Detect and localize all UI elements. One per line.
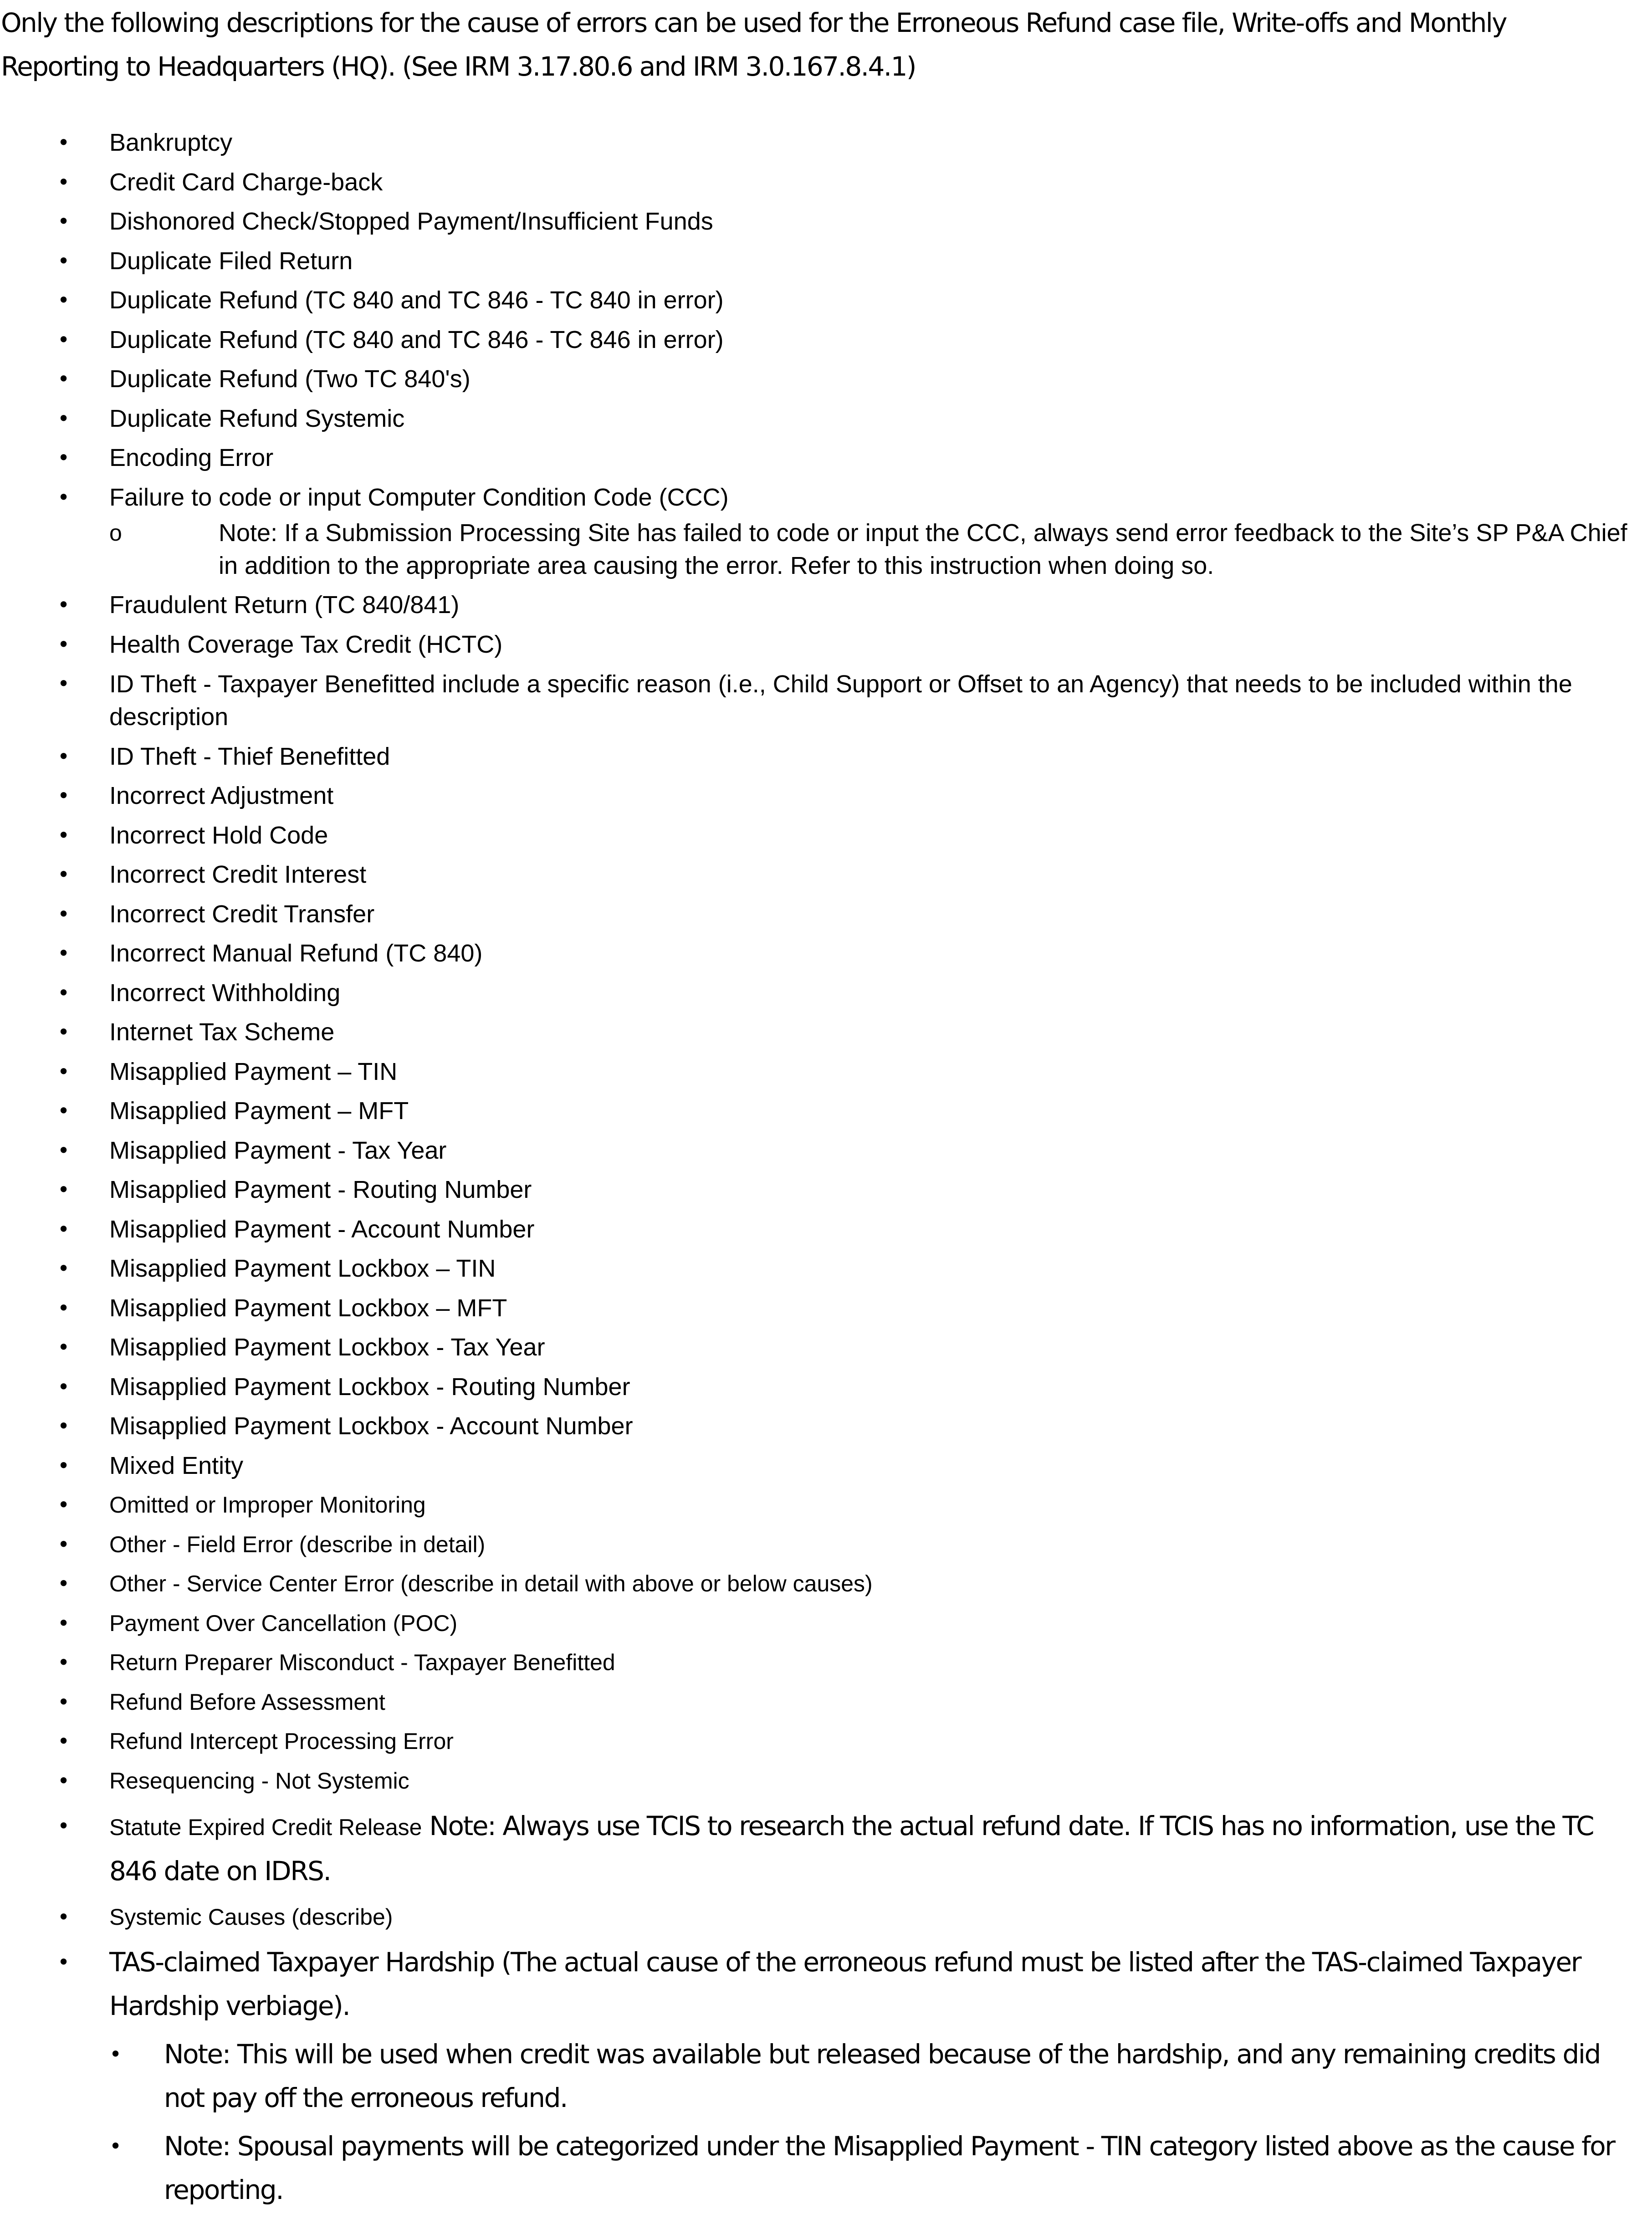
bullet-icon: •: [57, 1453, 70, 1478]
list-item-statute-expired: [0, 1804, 1640, 1894]
list-item: [0, 741, 1635, 773]
list-item: [0, 1135, 1635, 1167]
cause-label: Credit Card Charge-back: [109, 168, 383, 196]
cause-label: Encoding Error: [109, 444, 274, 471]
cause-label: Failure to code or input Computer Condition Code (CCC): [109, 483, 729, 511]
bullet-icon: •: [109, 2042, 122, 2066]
cause-label: Health Coverage Tax Credit (HCTC): [109, 630, 503, 658]
list-item: [0, 1765, 1635, 1797]
list-item: [0, 1016, 1635, 1048]
bullet-icon: •: [57, 862, 70, 887]
cause-label: Misapplied Payment Lockbox - Routing Number: [109, 1373, 630, 1401]
bullet-icon: •: [57, 901, 70, 926]
list-item: [0, 1410, 1635, 1442]
list-item: [0, 1607, 1635, 1640]
bullet-icon: •: [57, 1729, 70, 1754]
list-item: [0, 859, 1635, 891]
bullet-icon: •: [57, 1611, 70, 1636]
list-item: [0, 898, 1635, 931]
bullet-icon: •: [57, 1138, 70, 1163]
list-item: [0, 1371, 1635, 1403]
list-item: [0, 1331, 1635, 1364]
list-item: [0, 442, 1635, 474]
list-item-systemic: [0, 1901, 1635, 1933]
list-item: [0, 1253, 1635, 1285]
ccc-sub-list: [109, 516, 1635, 582]
bullet-icon: •: [57, 823, 70, 848]
list-item: [0, 1529, 1635, 1561]
cause-label: Duplicate Refund (TC 840 and TC 846 - TC 840 in error): [109, 286, 724, 314]
tas-hardship-label: TAS-claimed Taxpayer Hardship (The actual cause of the erroneous refund must be listed after the TAS-claimed Taxpayer Hardship verbiage).: [109, 1947, 1581, 2021]
list-item: [0, 284, 1635, 317]
cause-label: Duplicate Refund (Two TC 840's): [109, 365, 471, 393]
list-item: [0, 780, 1635, 812]
cause-label: Mixed Entity: [109, 1452, 244, 1479]
cause-label: Misapplied Payment Lockbox – TIN: [109, 1255, 496, 1282]
list-item: [0, 1450, 1635, 1482]
tas-hardship-notes: [109, 2032, 1631, 2212]
bullet-icon: •: [57, 445, 70, 470]
list-item: [0, 1489, 1635, 1521]
bullet-icon: •: [57, 1493, 70, 1517]
bullet-icon: •: [57, 248, 70, 273]
cause-label: Refund Intercept Processing Error: [109, 1728, 454, 1754]
bullet-icon: •: [109, 2134, 122, 2158]
cause-label: Dishonored Check/Stopped Payment/Insufficient Funds: [109, 208, 713, 235]
cause-label: Refund Before Assessment: [109, 1689, 385, 1715]
list-item: [0, 629, 1635, 661]
cause-label: Misapplied Payment Lockbox - Tax Year: [109, 1334, 545, 1361]
list-item: [0, 1725, 1635, 1758]
cause-label: Systemic Causes (describe): [109, 1904, 393, 1930]
bullet-icon: •: [57, 744, 70, 769]
cause-label: Incorrect Credit Transfer: [109, 900, 375, 928]
list-item: [0, 403, 1635, 435]
list-item: [0, 166, 1635, 199]
cause-label: Duplicate Refund (TC 840 and TC 846 - TC 846 in error): [109, 326, 724, 353]
statute-note: Note: Always use TCIS to research the actual refund date. If TCIS has no information, use the TC 846 date on IDRS.: [109, 1810, 1594, 1887]
cause-label: Misapplied Payment – MFT: [109, 1097, 409, 1125]
bullet-icon: •: [57, 485, 70, 510]
bullet-icon: •: [57, 593, 70, 617]
intro-paragraph: Only the following descriptions for the cause of errors can be used for the Erroneous Refund case file, Write-offs and Monthly Reporting to Headquarters (HQ). (See IRM 3.17.80.6 and IRM 3.0.167.8.4.1): [1, 7, 1506, 82]
list-item: [0, 977, 1635, 1009]
list-item: [0, 668, 1635, 733]
list-item: [0, 127, 1635, 159]
bullet-icon: •: [57, 1814, 70, 1838]
list-item: [0, 589, 1635, 621]
bullet-icon: •: [57, 169, 70, 194]
bullet-icon: •: [57, 1256, 70, 1281]
cause-label: Return Preparer Misconduct - Taxpayer Benefitted: [109, 1650, 615, 1675]
bullet-icon: •: [57, 632, 70, 657]
bullet-icon: •: [57, 209, 70, 234]
cause-label: ID Theft - Taxpayer Benefitted include a specific reason (i.e., Child Support or Offset to an Agency) that needs to be included within the description: [109, 670, 1572, 731]
list-item: [0, 1646, 1635, 1679]
list-item: [0, 245, 1635, 277]
bullet-icon: •: [57, 1335, 70, 1360]
bullet-icon: •: [57, 671, 70, 696]
list-item-tas-hardship: [0, 1940, 1631, 2212]
cause-label: Resequencing - Not Systemic: [109, 1768, 409, 1794]
bullet-icon: •: [57, 1904, 70, 1929]
bullet-icon: •: [57, 327, 70, 352]
bullet-icon: •: [57, 1217, 70, 1242]
cause-label: Misapplied Payment Lockbox – MFT: [109, 1294, 507, 1322]
cause-label: Internet Tax Scheme: [109, 1018, 335, 1046]
error-cause-list: [0, 127, 1652, 2219]
hardship-note-text: Note: Spousal payments will be categorized under the Misapplied Payment - TIN category listed above as the cause for reporting.: [164, 2131, 1615, 2205]
list-item: [0, 363, 1635, 395]
hardship-note-text: Note: This will be used when credit was available but released because of the hardship, and any remaining credits did not pay off the erroneous refund.: [164, 2039, 1601, 2113]
bullet-icon: •: [57, 1650, 70, 1675]
bullet-icon: •: [57, 367, 70, 391]
list-item: [0, 1213, 1635, 1246]
list-item: [0, 937, 1635, 970]
list-item: [0, 1568, 1635, 1600]
bullet-icon: •: [57, 1768, 70, 1793]
list-item: [0, 324, 1635, 356]
cause-label: ID Theft - Thief Benefitted: [109, 742, 390, 770]
cause-label: Duplicate Refund Systemic: [109, 404, 405, 432]
bullet-icon: •: [57, 1099, 70, 1123]
bullet-icon: •: [57, 980, 70, 1005]
hardship-note: [109, 2124, 1644, 2212]
bullet-icon: •: [57, 941, 70, 966]
ccc-note-text: Note: If a Submission Processing Site has failed to code or input the CCC, always send error feedback to the Site’s SP P&A Chief in addition to the appropriate area causing the error. Refer to this instruction when doing so.: [219, 519, 1627, 579]
cause-label: Bankruptcy: [109, 129, 233, 156]
cause-label: Misapplied Payment - Routing Number: [109, 1176, 532, 1203]
list-item: [0, 1174, 1635, 1206]
cause-label: Misapplied Payment - Tax Year: [109, 1136, 447, 1164]
cause-label: Fraudulent Return (TC 840/841): [109, 591, 460, 619]
statute-label: Statute Expired Credit Release: [109, 1815, 422, 1840]
cause-label: Incorrect Manual Refund (TC 840): [109, 940, 483, 967]
cause-label: Duplicate Filed Return: [109, 247, 353, 275]
list-item: [0, 1292, 1635, 1324]
bullet-icon: •: [57, 1689, 70, 1714]
cause-label: Incorrect Credit Interest: [109, 861, 367, 888]
ccc-note: [0, 516, 1631, 582]
cause-label: Misapplied Payment - Account Number: [109, 1215, 535, 1243]
bullet-icon: •: [57, 1374, 70, 1399]
list-item: [0, 205, 1635, 238]
bullet-icon: •: [57, 1950, 69, 1974]
bullet-icon: •: [57, 288, 70, 312]
bullet-icon: •: [57, 1020, 70, 1044]
cause-label: Misapplied Payment Lockbox - Account Number: [109, 1412, 633, 1440]
cause-label: Misapplied Payment – TIN: [109, 1058, 398, 1085]
bullet-icon: •: [57, 1177, 70, 1202]
bullet-icon: •: [57, 1059, 70, 1084]
bullet-icon: •: [57, 1532, 70, 1557]
bullet-icon: •: [57, 1295, 70, 1320]
hardship-note: [109, 2032, 1644, 2120]
hollow-bullet-icon: o: [109, 520, 122, 546]
list-item: [0, 481, 1635, 582]
bullet-icon: •: [57, 783, 70, 808]
bullet-icon: •: [57, 130, 70, 155]
cause-label: Incorrect Adjustment: [109, 782, 334, 809]
bullet-icon: •: [57, 1571, 70, 1596]
cause-label: Other - Field Error (describe in detail): [109, 1531, 486, 1557]
bullet-icon: •: [57, 406, 70, 431]
list-item: [0, 1095, 1635, 1127]
cause-label: Incorrect Hold Code: [109, 821, 328, 849]
cause-label: Incorrect Withholding: [109, 979, 341, 1007]
cause-label: Omitted or Improper Monitoring: [109, 1492, 426, 1518]
list-item: [0, 1056, 1635, 1088]
cause-label: Payment Over Cancellation (POC): [109, 1610, 458, 1636]
bullet-icon: •: [57, 1414, 70, 1438]
cause-label: Other - Service Center Error (describe in detail with above or below causes): [109, 1571, 873, 1596]
list-item: [0, 819, 1635, 852]
list-item: [0, 1686, 1635, 1718]
